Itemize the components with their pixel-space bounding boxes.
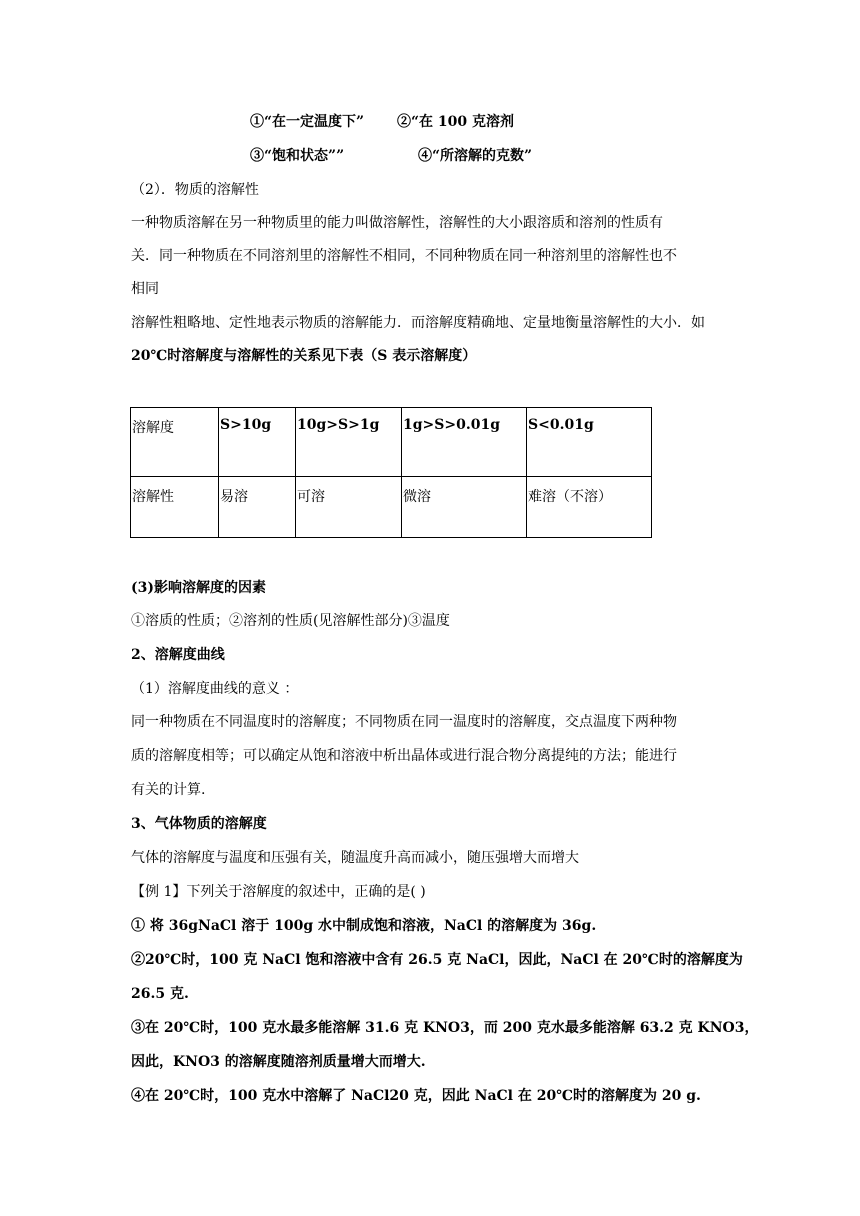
table-cell: 易溶	[219, 477, 296, 538]
table-cell: 溶解度	[131, 408, 219, 477]
table-row	[131, 477, 652, 538]
section-2-title: （2）．物质的溶解性	[131, 182, 259, 198]
heading-3: 3、气体物质的溶解度	[131, 816, 267, 832]
note-4: ④“所溶解的克数”	[418, 148, 533, 164]
table-row	[131, 408, 652, 477]
table-cell: S<0.01g	[527, 408, 652, 477]
paragraph-line: ①溶质的性质；②溶剂的性质(见溶解性部分)③温度	[131, 613, 450, 629]
paragraph-line: 一种物质溶解在另一种物质里的能力叫做溶解性，溶解性的大小跟溶质和溶剂的性质有	[131, 215, 663, 231]
paragraph-line: 关．同一种物质在不同溶剂里的溶解性不相同，不同种物质在同一种溶剂里的溶解性也不	[131, 248, 677, 264]
option-3: ③在 20℃时，100 克水最多能溶解 31.6 克 KNO3，而 200 克水最多能溶解 63.2 克 KNO3，	[131, 1020, 759, 1036]
paragraph-line: 相同	[131, 281, 159, 297]
heading-2: 2、溶解度曲线	[131, 647, 225, 663]
option-3-cont: 因此，KNO3 的溶解度随溶剂质量增大而增大.	[131, 1054, 426, 1070]
note-2: ②“在 100 克溶剂	[397, 114, 515, 130]
section-3-title: (3)影响溶解度的因素	[131, 580, 266, 596]
table-cell: 可溶	[296, 477, 402, 538]
table-cell: 10g>S>1g	[296, 408, 402, 477]
table-cell: 溶解性	[131, 477, 219, 538]
note-3: ③“饱和状态””	[250, 148, 345, 164]
option-1: ① 将 36gNaCl 溶于 100g 水中制成饱和溶液，NaCl 的溶解度为 36g.	[131, 918, 597, 934]
option-2: ②20℃时，100 克 NaCl 饱和溶液中含有 26.5 克 NaCl，因此，NaCl 在 20℃时的溶解度为	[131, 952, 743, 968]
paragraph-line: 有关的计算.	[131, 782, 206, 798]
paragraph-line: 质的溶解度相等；可以确定从饱和溶液中析出晶体或进行混合物分离提纯的方法；能进行	[131, 748, 677, 764]
solubility-table	[130, 407, 652, 538]
example-title: 【例 1】下列关于溶解度的叙述中，正确的是( )	[131, 884, 426, 900]
note-1: ①“在一定温度下”	[250, 114, 365, 130]
option-2-cont: 26.5 克.	[131, 986, 189, 1002]
table-cell: 1g>S>0.01g	[402, 408, 527, 477]
table-cell: S>10g	[219, 408, 296, 477]
table-cell: 微溶	[402, 477, 527, 538]
table-cell: 难溶（不溶）	[527, 477, 652, 538]
table-caption: 20℃时溶解度与溶解性的关系见下表（S 表示溶解度）	[131, 348, 477, 364]
paragraph-line: 同一种物质在不同温度时的溶解度；不同物质在同一温度时的溶解度，交点温度下两种物	[131, 714, 677, 730]
paragraph-line: 溶解性粗略地、定性地表示物质的溶解能力．而溶解度精确地、定量地衡量溶解性的大小．如	[131, 315, 705, 331]
option-4: ④在 20℃时，100 克水中溶解了 NaCl20 克，因此 NaCl 在 20℃时的溶解度为 20 g.	[131, 1088, 701, 1104]
paragraph-line: 气体的溶解度与温度和压强有关，随温度升高而减小，随压强增大而增大	[131, 850, 579, 866]
subheading: （1）溶解度曲线的意义 ：	[131, 681, 299, 697]
